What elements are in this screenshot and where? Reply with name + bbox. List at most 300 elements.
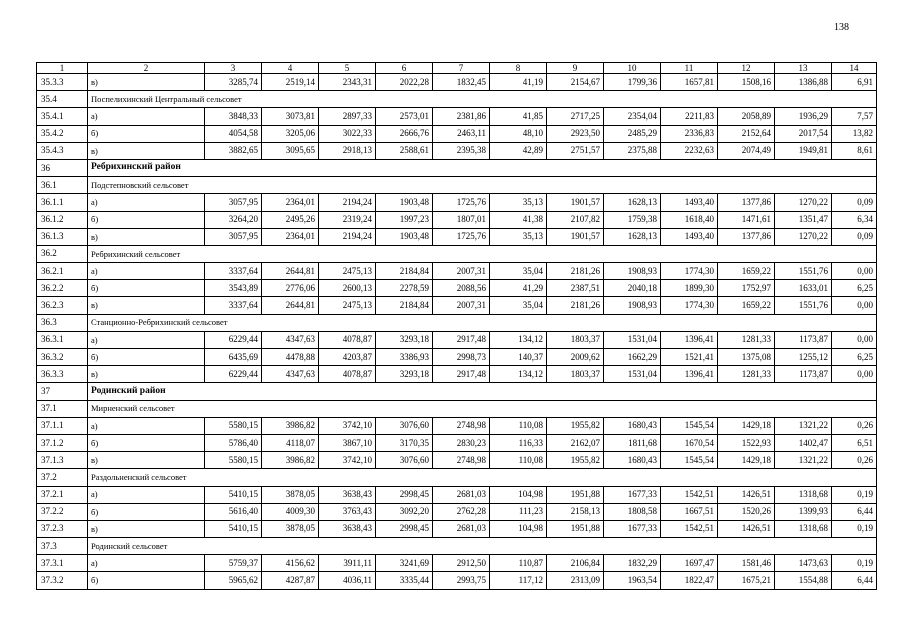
row-variant: б)	[88, 211, 205, 228]
value-cell: 1803,37	[547, 331, 604, 348]
value-cell: 2107,82	[547, 211, 604, 228]
value-cell: 6,44	[832, 572, 877, 589]
value-cell: 6,44	[832, 503, 877, 520]
value-cell: 48,10	[490, 125, 547, 142]
value-cell: 1551,76	[775, 297, 832, 314]
value-cell: 1752,97	[718, 280, 775, 297]
row-code: 36.2.2	[37, 280, 88, 297]
row-variant: б)	[88, 503, 205, 520]
value-cell: 1659,22	[718, 263, 775, 280]
value-cell: 1399,93	[775, 503, 832, 520]
value-cell: 5580,15	[205, 417, 262, 434]
column-number: 11	[661, 63, 718, 74]
value-cell: 3057,95	[205, 194, 262, 211]
value-cell: 1901,57	[547, 228, 604, 245]
value-cell: 1493,40	[661, 228, 718, 245]
value-cell: 3337,64	[205, 263, 262, 280]
value-cell: 2181,26	[547, 263, 604, 280]
value-cell: 1628,13	[604, 194, 661, 211]
value-cell: 2573,01	[376, 108, 433, 125]
value-cell: 1473,63	[775, 555, 832, 572]
value-cell: 35,13	[490, 194, 547, 211]
table-row	[37, 366, 877, 383]
value-cell: 8,61	[832, 142, 877, 159]
value-cell: 2998,45	[376, 520, 433, 537]
district-row	[37, 383, 877, 400]
value-cell: 4009,30	[262, 503, 319, 520]
value-cell: 1551,76	[775, 263, 832, 280]
value-cell: 0,19	[832, 486, 877, 503]
value-cell: 4156,62	[262, 555, 319, 572]
table-row	[37, 486, 877, 503]
value-cell: 2040,18	[604, 280, 661, 297]
value-cell: 7,57	[832, 108, 877, 125]
value-cell: 41,85	[490, 108, 547, 125]
row-variant: б)	[88, 572, 205, 589]
value-cell: 1281,33	[718, 331, 775, 348]
table-row	[37, 503, 877, 520]
row-code: 36.1.1	[37, 194, 88, 211]
value-cell: 1318,68	[775, 486, 832, 503]
council-title: Мирненский сельсовет	[88, 400, 877, 417]
value-cell: 2395,38	[433, 142, 490, 159]
value-cell: 1774,30	[661, 263, 718, 280]
value-cell: 1725,76	[433, 194, 490, 211]
row-variant: а)	[88, 331, 205, 348]
value-cell: 116,33	[490, 434, 547, 451]
value-cell: 4118,07	[262, 434, 319, 451]
value-cell: 5580,15	[205, 452, 262, 469]
value-cell: 1659,22	[718, 297, 775, 314]
value-cell: 1955,82	[547, 452, 604, 469]
value-cell: 2993,75	[433, 572, 490, 589]
value-cell: 3638,43	[319, 520, 376, 537]
table-row	[37, 142, 877, 159]
value-cell: 4036,11	[319, 572, 376, 589]
value-cell: 3293,18	[376, 366, 433, 383]
council-row	[37, 538, 877, 555]
table-row	[37, 520, 877, 537]
row-variant: а)	[88, 194, 205, 211]
value-cell: 3073,81	[262, 108, 319, 125]
value-cell: 0,00	[832, 366, 877, 383]
council-row	[37, 314, 877, 331]
value-cell: 2343,31	[319, 74, 376, 91]
council-title: Подстепновский сельсовет	[88, 177, 877, 194]
value-cell: 2158,13	[547, 503, 604, 520]
value-cell: 35,04	[490, 263, 547, 280]
value-cell: 1375,08	[718, 349, 775, 366]
value-cell: 3095,65	[262, 142, 319, 159]
value-cell: 1270,22	[775, 194, 832, 211]
value-cell: 2152,64	[718, 125, 775, 142]
value-cell: 6,34	[832, 211, 877, 228]
row-code: 36.3.1	[37, 331, 88, 348]
value-cell: 2681,03	[433, 520, 490, 537]
value-cell: 41,19	[490, 74, 547, 91]
value-cell: 1581,46	[718, 555, 775, 572]
row-code: 35.4	[37, 91, 88, 108]
value-cell: 1377,86	[718, 194, 775, 211]
value-cell: 2074,49	[718, 142, 775, 159]
value-cell: 2162,07	[547, 434, 604, 451]
value-cell: 1270,22	[775, 228, 832, 245]
value-cell: 2007,31	[433, 297, 490, 314]
value-cell: 0,19	[832, 555, 877, 572]
row-code: 36.2.1	[37, 263, 88, 280]
row-variant: в)	[88, 520, 205, 537]
row-code: 37.2	[37, 469, 88, 486]
value-cell: 2762,28	[433, 503, 490, 520]
value-cell: 13,82	[832, 125, 877, 142]
value-cell: 5965,62	[205, 572, 262, 589]
value-cell: 0,19	[832, 520, 877, 537]
value-cell: 3293,18	[376, 331, 433, 348]
district-row	[37, 159, 877, 176]
row-code: 37.2.1	[37, 486, 88, 503]
value-cell: 0,09	[832, 194, 877, 211]
value-cell: 117,12	[490, 572, 547, 589]
value-cell: 2475,13	[319, 263, 376, 280]
value-cell: 1675,21	[718, 572, 775, 589]
value-cell: 1633,01	[775, 280, 832, 297]
value-cell: 5410,15	[205, 520, 262, 537]
value-cell: 3264,20	[205, 211, 262, 228]
value-cell: 0,00	[832, 263, 877, 280]
value-cell: 1173,87	[775, 331, 832, 348]
value-cell: 1725,76	[433, 228, 490, 245]
value-cell: 2007,31	[433, 263, 490, 280]
value-cell: 0,00	[832, 331, 877, 348]
value-cell: 3848,33	[205, 108, 262, 125]
council-row	[37, 469, 877, 486]
row-variant: а)	[88, 108, 205, 125]
value-cell: 1520,26	[718, 503, 775, 520]
value-cell: 2495,26	[262, 211, 319, 228]
row-code: 36.3	[37, 314, 88, 331]
value-cell: 1545,54	[661, 452, 718, 469]
value-cell: 3337,64	[205, 297, 262, 314]
value-cell: 3638,43	[319, 486, 376, 503]
value-cell: 4054,58	[205, 125, 262, 142]
value-cell: 1774,30	[661, 297, 718, 314]
value-cell: 1667,51	[661, 503, 718, 520]
column-number: 13	[775, 63, 832, 74]
value-cell: 3882,65	[205, 142, 262, 159]
value-cell: 140,37	[490, 349, 547, 366]
row-variant: а)	[88, 486, 205, 503]
row-code: 36.3.2	[37, 349, 88, 366]
value-cell: 1542,51	[661, 486, 718, 503]
value-cell: 1318,68	[775, 520, 832, 537]
council-title: Станционно-Ребрихинский сельсовет	[88, 314, 877, 331]
value-cell: 1396,41	[661, 331, 718, 348]
row-code: 37.3	[37, 538, 88, 555]
column-number: 14	[832, 63, 877, 74]
value-cell: 1903,48	[376, 194, 433, 211]
column-number: 3	[205, 63, 262, 74]
value-cell: 1807,01	[433, 211, 490, 228]
value-cell: 1429,18	[718, 417, 775, 434]
value-cell: 41,29	[490, 280, 547, 297]
value-cell: 3386,93	[376, 349, 433, 366]
district-title: Ребрихинский район	[88, 159, 877, 176]
value-cell: 1531,04	[604, 331, 661, 348]
value-cell: 1531,04	[604, 366, 661, 383]
value-cell: 2897,33	[319, 108, 376, 125]
council-row	[37, 91, 877, 108]
value-cell: 2364,01	[262, 194, 319, 211]
value-cell: 6229,44	[205, 366, 262, 383]
column-number: 7	[433, 63, 490, 74]
council-title: Ребрихинский сельсовет	[88, 245, 877, 262]
value-cell: 2519,14	[262, 74, 319, 91]
row-code: 37.2.2	[37, 503, 88, 520]
row-code: 37.1.1	[37, 417, 88, 434]
value-cell: 2088,56	[433, 280, 490, 297]
value-cell: 2912,50	[433, 555, 490, 572]
value-cell: 1677,33	[604, 520, 661, 537]
table-row	[37, 572, 877, 589]
row-code: 37	[37, 383, 88, 400]
value-cell: 1908,93	[604, 263, 661, 280]
value-cell: 1680,43	[604, 452, 661, 469]
value-cell: 1281,33	[718, 366, 775, 383]
value-cell: 42,89	[490, 142, 547, 159]
value-cell: 2751,57	[547, 142, 604, 159]
row-variant: в)	[88, 142, 205, 159]
value-cell: 1471,61	[718, 211, 775, 228]
value-cell: 1493,40	[661, 194, 718, 211]
value-cell: 3878,05	[262, 486, 319, 503]
row-code: 37.3.2	[37, 572, 88, 589]
value-cell: 2917,48	[433, 366, 490, 383]
column-number: 4	[262, 63, 319, 74]
value-cell: 1822,47	[661, 572, 718, 589]
value-cell: 1697,47	[661, 555, 718, 572]
value-cell: 35,04	[490, 297, 547, 314]
header-row	[37, 63, 877, 74]
value-cell: 3867,10	[319, 434, 376, 451]
value-cell: 1963,54	[604, 572, 661, 589]
value-cell: 2184,84	[376, 297, 433, 314]
value-cell: 2918,13	[319, 142, 376, 159]
value-cell: 1832,29	[604, 555, 661, 572]
value-cell: 3878,05	[262, 520, 319, 537]
value-cell: 2776,06	[262, 280, 319, 297]
value-cell: 2917,48	[433, 331, 490, 348]
row-code: 37.3.1	[37, 555, 88, 572]
value-cell: 2923,50	[547, 125, 604, 142]
value-cell: 2181,26	[547, 297, 604, 314]
value-cell: 0,09	[832, 228, 877, 245]
value-cell: 104,98	[490, 486, 547, 503]
value-cell: 4078,87	[319, 331, 376, 348]
value-cell: 2644,81	[262, 263, 319, 280]
value-cell: 6,25	[832, 280, 877, 297]
value-cell: 2681,03	[433, 486, 490, 503]
district-title: Родинский район	[88, 383, 877, 400]
page-number: 138	[834, 22, 849, 33]
value-cell: 2381,86	[433, 108, 490, 125]
table-row	[37, 331, 877, 348]
value-cell: 1255,12	[775, 349, 832, 366]
row-code: 36.3.3	[37, 366, 88, 383]
value-cell: 3742,10	[319, 452, 376, 469]
value-cell: 1618,40	[661, 211, 718, 228]
value-cell: 1808,58	[604, 503, 661, 520]
value-cell: 134,12	[490, 331, 547, 348]
value-cell: 2154,67	[547, 74, 604, 91]
row-code: 35.4.2	[37, 125, 88, 142]
value-cell: 2022,28	[376, 74, 433, 91]
value-cell: 1811,68	[604, 434, 661, 451]
row-code: 36.2.3	[37, 297, 88, 314]
value-cell: 2336,83	[661, 125, 718, 142]
value-cell: 1386,88	[775, 74, 832, 91]
value-cell: 2232,63	[661, 142, 718, 159]
value-cell: 2475,13	[319, 297, 376, 314]
column-number: 12	[718, 63, 775, 74]
column-number: 9	[547, 63, 604, 74]
value-cell: 3986,82	[262, 452, 319, 469]
value-cell: 1657,81	[661, 74, 718, 91]
value-cell: 6,91	[832, 74, 877, 91]
value-cell: 3241,69	[376, 555, 433, 572]
value-cell: 1522,93	[718, 434, 775, 451]
row-code: 36.1.2	[37, 211, 88, 228]
table-row	[37, 74, 877, 91]
column-number: 10	[604, 63, 661, 74]
value-cell: 6435,69	[205, 349, 262, 366]
value-cell: 2463,11	[433, 125, 490, 142]
value-cell: 5616,40	[205, 503, 262, 520]
column-number: 5	[319, 63, 376, 74]
row-variant: а)	[88, 263, 205, 280]
value-cell: 1901,57	[547, 194, 604, 211]
row-code: 35.4.1	[37, 108, 88, 125]
row-variant: а)	[88, 417, 205, 434]
table-row	[37, 555, 877, 572]
value-cell: 2644,81	[262, 297, 319, 314]
value-cell: 1662,29	[604, 349, 661, 366]
value-cell: 2017,54	[775, 125, 832, 142]
council-row	[37, 245, 877, 262]
value-cell: 2748,98	[433, 417, 490, 434]
value-cell: 3076,60	[376, 452, 433, 469]
value-cell: 1628,13	[604, 228, 661, 245]
value-cell: 1899,30	[661, 280, 718, 297]
value-cell: 1680,43	[604, 417, 661, 434]
value-cell: 0,00	[832, 297, 877, 314]
row-code: 36.1.3	[37, 228, 88, 245]
value-cell: 4347,63	[262, 366, 319, 383]
value-cell: 1677,33	[604, 486, 661, 503]
value-cell: 2717,25	[547, 108, 604, 125]
row-variant: а)	[88, 555, 205, 572]
value-cell: 1903,48	[376, 228, 433, 245]
value-cell: 1426,51	[718, 520, 775, 537]
council-title: Родинский сельсовет	[88, 538, 877, 555]
value-cell: 6,25	[832, 349, 877, 366]
value-cell: 1670,54	[661, 434, 718, 451]
value-cell: 134,12	[490, 366, 547, 383]
value-cell: 2375,88	[604, 142, 661, 159]
value-cell: 1396,41	[661, 366, 718, 383]
value-cell: 2830,23	[433, 434, 490, 451]
table-row	[37, 297, 877, 314]
row-code: 35.3.3	[37, 74, 88, 91]
value-cell: 1949,81	[775, 142, 832, 159]
value-cell: 3285,74	[205, 74, 262, 91]
value-cell: 5410,15	[205, 486, 262, 503]
value-cell: 3170,35	[376, 434, 433, 451]
row-code: 36.1	[37, 177, 88, 194]
column-number: 2	[88, 63, 205, 74]
value-cell: 111,23	[490, 503, 547, 520]
row-variant: в)	[88, 366, 205, 383]
value-cell: 2998,73	[433, 349, 490, 366]
value-cell: 2319,24	[319, 211, 376, 228]
column-number: 1	[37, 63, 88, 74]
value-cell: 2313,09	[547, 572, 604, 589]
value-cell: 2194,24	[319, 194, 376, 211]
value-cell: 41,38	[490, 211, 547, 228]
value-cell: 1759,38	[604, 211, 661, 228]
value-cell: 1321,22	[775, 452, 832, 469]
value-cell: 1936,29	[775, 108, 832, 125]
value-cell: 2211,83	[661, 108, 718, 125]
value-cell: 2998,45	[376, 486, 433, 503]
row-variant: б)	[88, 434, 205, 451]
value-cell: 2387,51	[547, 280, 604, 297]
value-cell: 2009,62	[547, 349, 604, 366]
value-cell: 6,51	[832, 434, 877, 451]
table-row	[37, 125, 877, 142]
value-cell: 2364,01	[262, 228, 319, 245]
value-cell: 1554,88	[775, 572, 832, 589]
row-variant: в)	[88, 74, 205, 91]
value-cell: 1521,41	[661, 349, 718, 366]
row-code: 37.1.3	[37, 452, 88, 469]
value-cell: 2184,84	[376, 263, 433, 280]
value-cell: 4347,63	[262, 331, 319, 348]
table-row	[37, 349, 877, 366]
council-title: Поспелихинский Центральный сельсовет	[88, 91, 877, 108]
value-cell: 1951,88	[547, 520, 604, 537]
value-cell: 3335,44	[376, 572, 433, 589]
value-cell: 3022,33	[319, 125, 376, 142]
value-cell: 3763,43	[319, 503, 376, 520]
value-cell: 110,08	[490, 452, 547, 469]
row-variant: б)	[88, 280, 205, 297]
value-cell: 2666,76	[376, 125, 433, 142]
value-cell: 2278,59	[376, 280, 433, 297]
value-cell: 110,87	[490, 555, 547, 572]
row-code: 37.2.3	[37, 520, 88, 537]
table-row	[37, 211, 877, 228]
value-cell: 104,98	[490, 520, 547, 537]
value-cell: 1321,22	[775, 417, 832, 434]
value-cell: 3057,95	[205, 228, 262, 245]
value-cell: 4287,87	[262, 572, 319, 589]
value-cell: 2058,89	[718, 108, 775, 125]
value-cell: 1351,47	[775, 211, 832, 228]
value-cell: 2106,84	[547, 555, 604, 572]
row-code: 36.2	[37, 245, 88, 262]
value-cell: 1508,16	[718, 74, 775, 91]
value-cell: 1542,51	[661, 520, 718, 537]
